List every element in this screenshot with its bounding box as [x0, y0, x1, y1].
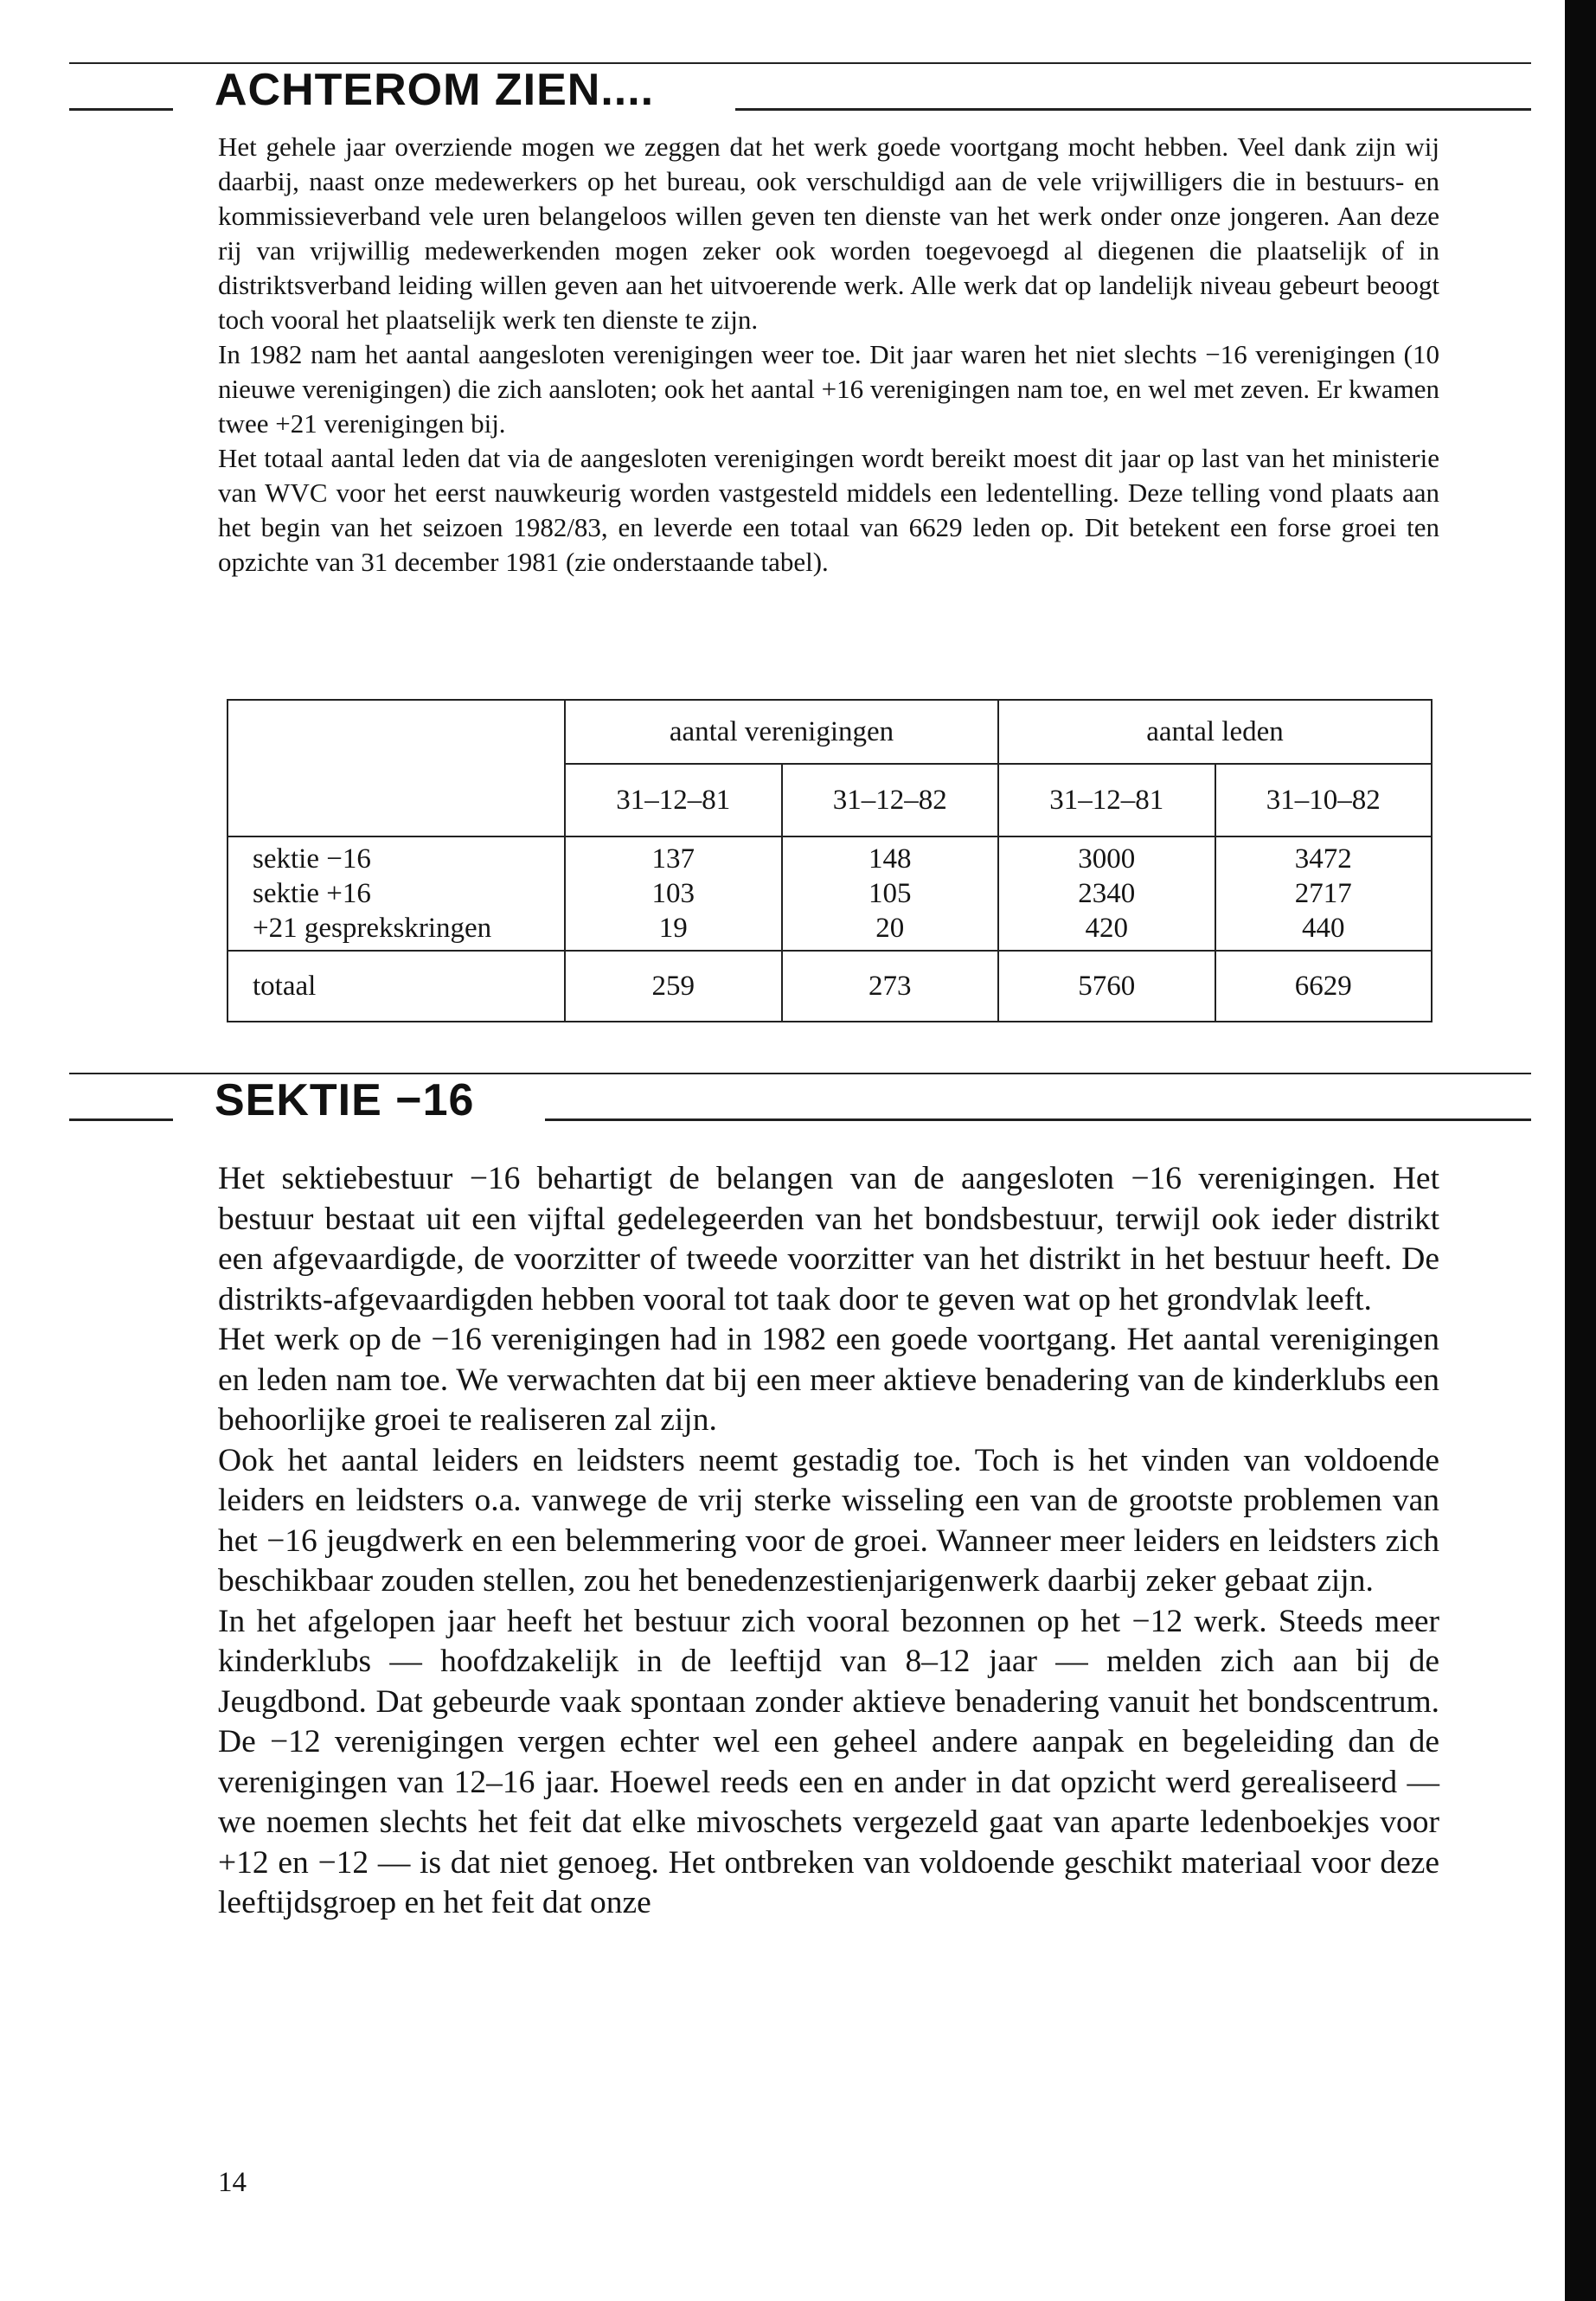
- total-cell: 259: [565, 951, 782, 1022]
- section2-body: [218, 1159, 1439, 1924]
- table-cell: 2340: [1078, 878, 1136, 909]
- table-cell: 103: [651, 878, 695, 909]
- row-labels: [228, 836, 565, 951]
- date-header: 31–12–81: [998, 764, 1215, 836]
- table-cell: 2717: [1294, 878, 1352, 909]
- total-label: totaal: [228, 951, 565, 1022]
- heading-rule-left: [69, 108, 173, 111]
- section-heading-sektie-16: [69, 1073, 1531, 1133]
- group-header-leden: aantal leden: [998, 700, 1432, 764]
- page-number: 14: [218, 2167, 247, 2198]
- row-label: sektie +16: [253, 878, 371, 909]
- row-label: +21 gesprekskringen: [253, 913, 492, 944]
- table-cell: 420: [1085, 913, 1128, 944]
- table-header-row: [228, 700, 1432, 764]
- table-cell: 137: [651, 843, 695, 875]
- date-header: 31–12–81: [565, 764, 782, 836]
- total-cell: 6629: [1215, 951, 1433, 1022]
- section-heading-achterom-zien: [69, 62, 1531, 123]
- table-data-rows: [228, 836, 1432, 951]
- table-cell: 19: [658, 913, 688, 944]
- date-header: 31–10–82: [1215, 764, 1433, 836]
- date-header: 31–12–82: [782, 764, 999, 836]
- paragraph: Het sektiebestuur −16 behartigt de belangen van de aangesloten −16 verenigingen. Het bestuur bestaat uit een vijftal gedelegeerden van het bondsbestuur, terwijl ook ieder distrikt een afgevaardigde, de voorzitter of tweede voorzitter van het distrikt in het bestuur heeft. De distrikts-afgevaardigden hebben vooral tot taak door te geven wat op het grondvlak leeft.: [218, 1161, 1439, 1317]
- section-title: ACHTEROM ZIEN....: [215, 65, 655, 115]
- table-cell: 105: [869, 878, 912, 909]
- column-verenigingen-1981: [565, 836, 782, 951]
- section1-body: [218, 130, 1439, 580]
- table-cell: 440: [1302, 913, 1345, 944]
- group-header-verenigingen: aantal verenigingen: [565, 700, 998, 764]
- heading-rule-left: [69, 1118, 173, 1121]
- table-corner-cell: [228, 700, 565, 836]
- paragraph: In het afgelopen jaar heeft het bestuur zich vooral bezonnen op het −12 werk. Steeds meer kinderklubs — hoofdzakelijk in de leeftijd van 8–12 jaar — melden zich aan bij de Jeugdbond. Dat gebeurde vaak spontaan zonder aktieve benadering vanuit het bondscentrum. De −12 verenigingen vergen echter wel een geheel andere aanpak en begeleiding dan de verenigingen van 12–16 jaar. Hoewel reeds een en ander in dat opzicht werd gerealiseerd — we noemen slechts het feit dat elke mivoschets vergezeld gaat van aparte ledenboekjes voor +12 en −12 — is dat niet genoeg. Het ontbreken van voldoende geschikt materiaal voor deze leeftijdsgroep en het feit dat onze: [218, 1603, 1439, 1920]
- row-label: sektie −16: [253, 843, 371, 875]
- heading-rule-right: [545, 1118, 1531, 1121]
- scan-border: [1565, 0, 1596, 2301]
- column-leden-1981: [998, 836, 1215, 951]
- heading-rule-right: [735, 108, 1531, 111]
- table-cell: 3472: [1294, 843, 1352, 875]
- statistics-table: [227, 699, 1433, 1022]
- paragraph: Ook het aantal leiders en leidsters neemt gestadig toe. Toch is het vinden van voldoende leiders en leidsters o.a. vanwege de vrij sterke wisseling een van de grootste problemen van het −16 jeugdwerk en een belemmering voor de groei. Wanneer meer leiders en leidsters zich beschikbaar zouden stellen, zou het benedenzestienjarigenwerk daarbij zeker gebaat zijn.: [218, 1442, 1439, 1599]
- column-leden-1982: [1215, 836, 1433, 951]
- table-total-row: [228, 951, 1432, 1022]
- paragraph: Het werk op de −16 verenigingen had in 1982 een goede voortgang. Het aantal verenigingen en leden nam toe. We verwachten dat bij een meer aktieve benadering van de kinderklubs een behoorlijke groei te realiseren zal zijn.: [218, 1322, 1439, 1438]
- paragraph: In 1982 nam het aantal aangesloten verenigingen weer toe. Dit jaar waren het niet slechts −16 verenigingen (10 nieuwe verenigingen) die zich aansloten; ook het aantal +16 verenigingen nam toe, en wel met zeven. Er kwamen twee +21 verenigingen bij.: [218, 339, 1439, 439]
- section-title: SEKTIE −16: [215, 1075, 475, 1125]
- paragraph: Het totaal aantal leden dat via de aangesloten verenigingen wordt bereikt moest dit jaar op last van het ministerie van WVC voor het eerst nauwkeurig worden vastgesteld middels een ledentelling. Deze telling vond plaats aan het begin van het seizoen 1982/83, en leverde een totaal van 6629 leden op. Dit betekent een forse groei ten opzichte van 31 december 1981 (zie onderstaande tabel).: [218, 443, 1439, 577]
- table-cell: 148: [869, 843, 912, 875]
- paragraph: Het gehele jaar overziende mogen we zeggen dat het werk goede voortgang mocht hebben. Veel dank zijn wij daarbij, naast onze medewerkers op het bureau, ook verschuldigd aan de vele vrijwilligers die in bestuurs- en kommissieverband vele uren belangeloos willen geven ten dienste van het werk onder onze jongeren. Aan deze rij van vrijwillig medewerkenden mogen zeker ook worden toegevoegd al diegenen die plaatselijk of in distriktsverband leiding willen geven aan het uitvoerende werk. Alle werk dat op landelijk niveau gebeurt beoogt toch vooral het plaatselijk werk ten dienste te zijn.: [218, 131, 1439, 335]
- column-verenigingen-1982: [782, 836, 999, 951]
- table-cell: 3000: [1078, 843, 1136, 875]
- table-cell: 20: [875, 913, 905, 944]
- total-cell: 273: [782, 951, 999, 1022]
- total-cell: 5760: [998, 951, 1215, 1022]
